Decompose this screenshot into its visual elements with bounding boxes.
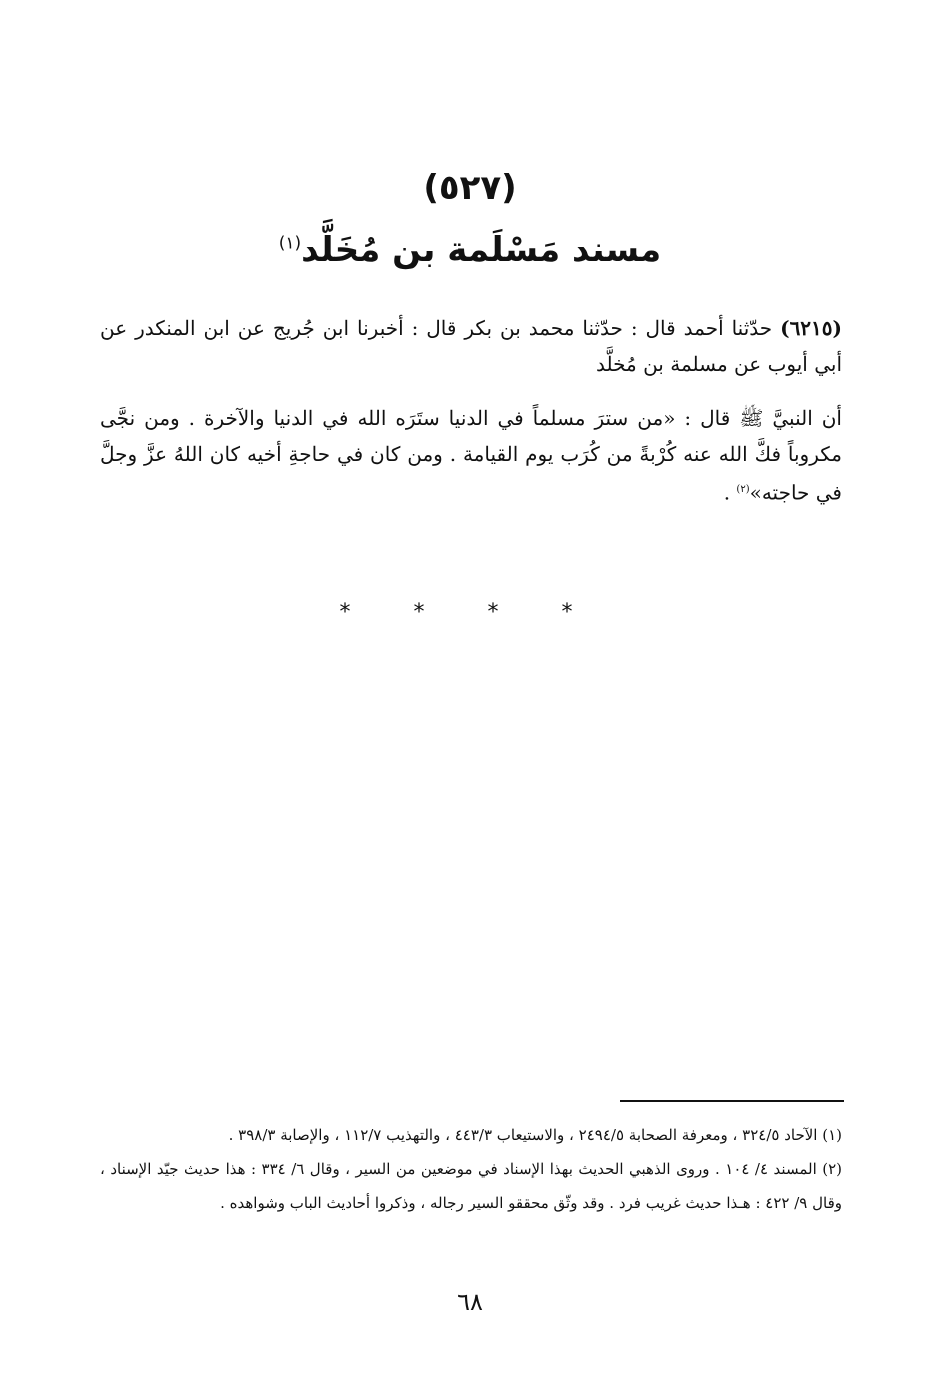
matn-footnote-marker: (٢) [736, 484, 750, 495]
section-separator: * * * * [339, 600, 601, 625]
section-title-text: مسند مَسْلَمة بن مُخَلَّد [301, 230, 662, 270]
matn-end: . [723, 480, 737, 505]
hadith-number: (٦٢١٥) [780, 316, 842, 340]
section-number: (٥٢٧) [423, 168, 517, 208]
hadith-isnad [100, 310, 842, 382]
hadith-matn [100, 400, 842, 511]
footnote-2: (٢) المسند ٤/ ١٠٤ . وروى الذهبي الحديث بهذا الإسناد في موضعين من السير ، وقال ٦/ ٣٣٤ : هذا حديث جيّد الإسناد ، وقال ٩/ ٤٢٢ : هـذا حديث غريب فرد . وقد وثّق محققو السير رجاله ، وذكروا أحاديث الباب وشواهده . [100, 1160, 842, 1212]
footnote-divider [620, 1100, 844, 1102]
matn-text: أن النبيَّ ﷺ قال : «من سترَ مسلماً في الدنيا ستَرَه الله في الدنيا والآخرة . ومن نجَّى مكروباً فكَّ الله عنه كُرْبةً من كُرَب يوم القيامة . ومن كان في حاجةِ أخيه كان اللهُ عزَّ وجلَّ في حاجته» [100, 406, 842, 505]
footnotes [100, 1118, 842, 1220]
section-title [0, 230, 940, 270]
title-footnote-marker: (١) [278, 233, 302, 254]
page-number: ٦٨ [457, 1288, 483, 1316]
isnad-text: حدّثنا أحمد قال : حدّثنا محمد بن بكر قال : أخبرنا ابن جُريج عن ابن المنكدر عن أبي أيوب عن مسلمة بن مُخلَّد [100, 316, 842, 376]
footnote-1: (١) الآحاد ٣٢٤/٥ ، ومعرفة الصحابة ٢٤٩٤/٥ ، والاستيعاب ٤٤٣/٣ ، والتهذيب ١١٢/٧ ، والإصابة ٣٩٨/٣ . [228, 1126, 842, 1144]
